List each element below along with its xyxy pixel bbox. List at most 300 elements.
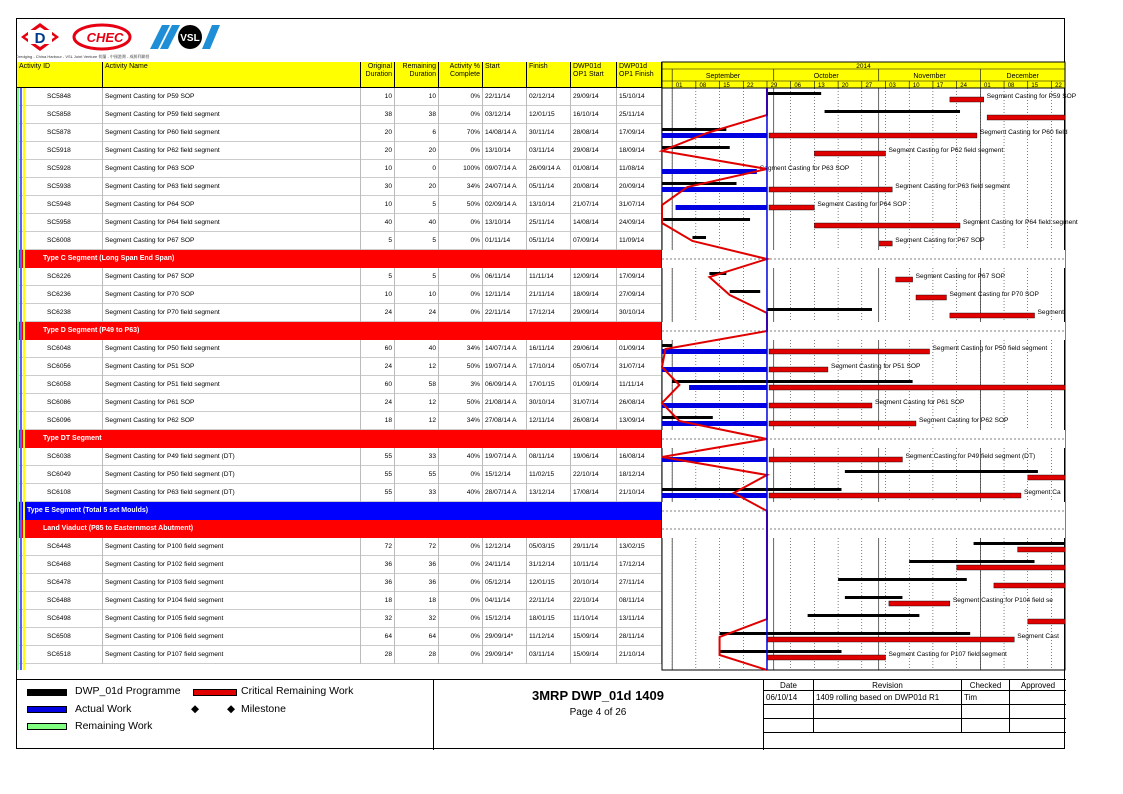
chec-logo: [72, 23, 142, 51]
bar-label: Segment Casting for P61 SOP: [874, 399, 965, 406]
timescale-month: September: [705, 73, 741, 80]
cell-percent-complete: 0%: [439, 304, 483, 322]
cell-percent-complete: 3%: [439, 376, 483, 394]
rev-header-revision: Revision: [814, 680, 962, 691]
table-row[interactable]: [17, 610, 662, 628]
cell-dwp-start: 22/10/14: [571, 592, 617, 610]
rev-empty: [764, 705, 814, 719]
critical-bar: [769, 205, 814, 210]
cell-original-duration: 64: [361, 628, 395, 646]
critical-bar: [769, 133, 977, 138]
critical-bar: [950, 313, 1035, 318]
cell-remaining-duration: 58: [395, 376, 439, 394]
timescale-week: 08: [699, 83, 707, 89]
cell-activity-name: Segment Casting for P67 SOP: [103, 232, 361, 250]
cell-remaining-duration: 36: [395, 574, 439, 592]
bar-label: Segment Casting for P70 SOP: [949, 291, 1039, 298]
cell-finish: 26/09/14 A: [527, 160, 571, 178]
bar-label: Segment Casting for P59 SOP: [986, 93, 1077, 100]
group-header-row: [17, 430, 662, 448]
programme-bar: [808, 614, 920, 617]
table-row[interactable]: [17, 574, 662, 592]
programme-bar: [662, 488, 841, 491]
cell-start: 12/12/14: [483, 538, 527, 556]
cell-activity-name: Segment Casting for P51 SOP: [103, 358, 361, 376]
cell-dwp-start: 05/07/14: [571, 358, 617, 376]
cell-dwp-start: 29/09/14: [571, 88, 617, 106]
cell-percent-complete: 0%: [439, 286, 483, 304]
programme-bar: [672, 380, 912, 383]
actual-bar: [662, 421, 767, 426]
cell-original-duration: 40: [361, 214, 395, 232]
actual-bar: [662, 133, 767, 138]
cell-original-duration: 20: [361, 124, 395, 142]
cell-percent-complete: 34%: [439, 178, 483, 196]
critical-bar: [769, 493, 1021, 498]
cell-dwp-start: 19/06/14: [571, 448, 617, 466]
cell-start: 12/11/14: [483, 286, 527, 304]
cell-activity-name: Segment Casting for P104 field segment: [103, 592, 361, 610]
timescale-week: 15: [1031, 83, 1039, 89]
cell-remaining-duration: 5: [395, 196, 439, 214]
cell-original-duration: 55: [361, 448, 395, 466]
cell-activity-id: SC6038: [25, 448, 103, 466]
gantt-chart: [662, 62, 1078, 670]
rev-approved: [1010, 691, 1066, 705]
cell-activity-id: SC5928: [25, 160, 103, 178]
cell-activity-id: SC6048: [25, 340, 103, 358]
bar-label: Segment Ca: [1023, 489, 1061, 496]
timescale-week: 17: [936, 83, 944, 89]
timescale-week: 20: [841, 83, 849, 89]
cell-original-duration: 24: [361, 304, 395, 322]
table-row[interactable]: [17, 358, 662, 376]
cell-original-duration: 10: [361, 286, 395, 304]
cell-activity-id: SC6488: [25, 592, 103, 610]
critical-bar: [957, 565, 1065, 570]
rev-description: 1409 rolling based on DWP01d R1: [814, 691, 962, 705]
cell-dwp-finish: 17/12/14: [617, 556, 662, 574]
cell-activity-id: SC5848: [25, 88, 103, 106]
programme-bar: [662, 218, 750, 221]
cell-dwp-finish: 30/10/14: [617, 304, 662, 322]
legend-actual-label: Actual Work: [75, 703, 132, 715]
cell-activity-name: Segment Casting for P64 SOP: [103, 196, 361, 214]
actual-bar: [662, 493, 767, 498]
cell-finish: 02/12/14: [527, 88, 571, 106]
cell-percent-complete: 0%: [439, 232, 483, 250]
progress-line: [662, 88, 767, 670]
cell-dwp-finish: 11/09/14: [617, 232, 662, 250]
cell-activity-name: Segment Casting for P70 SOP: [103, 286, 361, 304]
cell-activity-id: SC6468: [25, 556, 103, 574]
cell-activity-name: Segment Casting for P63 field segment (DT): [103, 484, 361, 502]
legend-remaining-swatch: [27, 723, 67, 730]
joint-venture-text: Dredging - China Harbour - VSL Joint Venture 荷蘭 - 中國港灣 - 威勝利聯營: [16, 54, 150, 59]
cell-start: 19/07/14 A: [483, 448, 527, 466]
cell-dwp-start: 16/10/14: [571, 106, 617, 124]
cell-activity-id: SC5878: [25, 124, 103, 142]
bar-label: Segment Casting for P67 SOP: [915, 273, 1006, 280]
header-activity-name: Activity Name: [103, 62, 361, 88]
table-row[interactable]: [17, 394, 662, 412]
cell-remaining-duration: 18: [395, 592, 439, 610]
rev-date: 06/10/14: [764, 691, 814, 705]
critical-bar: [987, 115, 1065, 120]
cell-activity-id: SC5918: [25, 142, 103, 160]
cell-activity-name: Segment Casting for P100 field segment: [103, 538, 361, 556]
cell-activity-name: Segment Casting for P64 field segment: [103, 214, 361, 232]
cell-finish: 11/02/15: [527, 466, 571, 484]
cell-dwp-start: 20/10/14: [571, 574, 617, 592]
cell-remaining-duration: 64: [395, 628, 439, 646]
table-row[interactable]: [17, 376, 662, 394]
rev-empty: [962, 705, 1010, 719]
cell-start: 24/07/14 A: [483, 178, 527, 196]
cell-activity-id: SC6238: [25, 304, 103, 322]
cell-activity-name: Segment Casting for P105 field segment: [103, 610, 361, 628]
cell-original-duration: 60: [361, 376, 395, 394]
critical-bar: [769, 349, 930, 354]
rev-empty: [1010, 719, 1066, 733]
group-title: Type E Segment (Total 5 set Moulds): [27, 507, 149, 514]
table-row[interactable]: [17, 646, 662, 664]
table-row[interactable]: [17, 232, 662, 250]
cell-activity-name: Segment Casting for P102 field segment: [103, 556, 361, 574]
band-blue: [20, 88, 22, 670]
cell-finish: 05/11/14: [527, 232, 571, 250]
cell-start: 22/11/14: [483, 88, 527, 106]
cell-activity-name: Segment Casting for P107 field segment: [103, 646, 361, 664]
cell-finish: 11/12/14: [527, 628, 571, 646]
cell-finish: 18/01/15: [527, 610, 571, 628]
cell-start: 14/08/14 A: [483, 124, 527, 142]
cell-dwp-start: 17/08/14: [571, 484, 617, 502]
cell-remaining-duration: 38: [395, 106, 439, 124]
programme-bar: [845, 470, 1038, 473]
cell-dwp-start: 29/11/14: [571, 538, 617, 556]
dredging-logo: [20, 22, 60, 52]
cell-activity-id: SC6058: [25, 376, 103, 394]
cell-dwp-start: 21/07/14: [571, 196, 617, 214]
timescale-week: 22: [746, 83, 754, 89]
actual-bar: [662, 367, 767, 372]
cell-start: 04/11/14: [483, 592, 527, 610]
cell-finish: 03/11/14: [527, 142, 571, 160]
cell-finish: 12/01/15: [527, 574, 571, 592]
programme-bar: [767, 308, 872, 311]
cell-original-duration: 18: [361, 412, 395, 430]
cell-start: 21/08/14 A: [483, 394, 527, 412]
cell-start: 27/08/14 A: [483, 412, 527, 430]
bar-label: Segment Casting for P49 field segment (DT): [905, 453, 1036, 460]
timescale-week: 01: [675, 83, 683, 89]
cell-activity-name: Segment Casting for P63 SOP: [103, 160, 361, 178]
cell-remaining-duration: 6: [395, 124, 439, 142]
table-row[interactable]: [17, 142, 662, 160]
cell-dwp-finish: 20/09/14: [617, 178, 662, 196]
cell-original-duration: 18: [361, 592, 395, 610]
rev-empty: [764, 719, 814, 733]
timescale-week: 08: [1007, 83, 1015, 89]
table-row[interactable]: [17, 286, 662, 304]
table-row[interactable]: [17, 484, 662, 502]
cell-start: 01/11/14: [483, 232, 527, 250]
rev-checked: Tim: [962, 691, 1010, 705]
legend-programme-swatch: [27, 689, 67, 696]
cell-original-duration: 20: [361, 142, 395, 160]
cell-remaining-duration: 28: [395, 646, 439, 664]
cell-percent-complete: 50%: [439, 358, 483, 376]
cell-remaining-duration: 12: [395, 358, 439, 376]
cell-original-duration: 28: [361, 646, 395, 664]
revision-block: [763, 679, 1066, 750]
cell-dwp-start: 29/09/14: [571, 304, 617, 322]
cell-original-duration: 10: [361, 196, 395, 214]
schedule-title: 3MRP DWP_01d 1409: [532, 688, 664, 703]
header-original-duration: Original Duration: [361, 62, 395, 88]
rev-empty: [814, 705, 962, 719]
cell-percent-complete: 100%: [439, 160, 483, 178]
cell-start: 28/07/14 A: [483, 484, 527, 502]
bar-label: Segment Casting for P63 SOP: [759, 165, 850, 172]
group-header-row: [17, 322, 662, 340]
cell-remaining-duration: 33: [395, 448, 439, 466]
cell-finish: 30/11/14: [527, 124, 571, 142]
rev-header-date: Date: [764, 680, 814, 691]
timescale-week: 13: [818, 83, 825, 89]
cell-start: 15/12/14: [483, 610, 527, 628]
cell-remaining-duration: 5: [395, 232, 439, 250]
programme-bar: [838, 578, 967, 581]
cell-percent-complete: 34%: [439, 340, 483, 358]
cell-dwp-finish: 31/07/14: [617, 358, 662, 376]
cell-original-duration: 5: [361, 268, 395, 286]
table-row[interactable]: [17, 196, 662, 214]
table-row[interactable]: [17, 412, 662, 430]
cell-percent-complete: 50%: [439, 394, 483, 412]
timescale-week: 15: [723, 83, 730, 89]
cell-activity-id: SC5948: [25, 196, 103, 214]
table-row[interactable]: [17, 124, 662, 142]
cell-dwp-start: 12/09/14: [571, 268, 617, 286]
timescale-week: 03: [889, 83, 896, 89]
cell-percent-complete: 50%: [439, 196, 483, 214]
cell-original-duration: 36: [361, 556, 395, 574]
table-row[interactable]: [17, 178, 662, 196]
bar-label: Segment Casting for P107 field segment: [888, 651, 1007, 658]
milestone-icon: ◆: [191, 703, 200, 715]
table-row[interactable]: [17, 466, 662, 484]
cell-original-duration: 10: [361, 88, 395, 106]
cell-remaining-duration: 20: [395, 178, 439, 196]
cell-activity-name: Segment Casting for P62 SOP: [103, 412, 361, 430]
cell-activity-name: Segment Casting for P50 field segment (DT): [103, 466, 361, 484]
table-row[interactable]: [17, 214, 662, 232]
cell-dwp-finish: 11/11/14: [617, 376, 662, 394]
programme-bar: [720, 632, 971, 635]
critical-bar: [769, 457, 902, 462]
bar-label: Segment Cast: [1017, 633, 1059, 640]
cell-activity-id: SC6226: [25, 268, 103, 286]
cell-dwp-start: 01/09/14: [571, 376, 617, 394]
cell-finish: 13/10/14: [527, 196, 571, 214]
cell-percent-complete: 0%: [439, 88, 483, 106]
cell-start: 05/12/14: [483, 574, 527, 592]
cell-original-duration: 38: [361, 106, 395, 124]
table-row[interactable]: [17, 106, 662, 124]
programme-bar: [662, 344, 672, 347]
cell-remaining-duration: 24: [395, 304, 439, 322]
cell-dwp-finish: 13/09/14: [617, 412, 662, 430]
bar-label: Segment: [1037, 309, 1064, 316]
cell-dwp-start: 14/08/14: [571, 214, 617, 232]
group-title: Type D Segment (P49 to P63): [43, 327, 140, 334]
band-green: [17, 88, 19, 670]
cell-finish: 13/12/14: [527, 484, 571, 502]
rev-empty: [1010, 705, 1066, 719]
cell-finish: 17/01/15: [527, 376, 571, 394]
cell-remaining-duration: 0: [395, 160, 439, 178]
cell-dwp-start: 22/10/14: [571, 466, 617, 484]
legend-remaining-label: Remaining Work: [75, 720, 153, 732]
header-dwp-start: DWP01d OP1 Start: [571, 62, 617, 88]
cell-activity-id: SC6498: [25, 610, 103, 628]
programme-bar: [720, 650, 842, 653]
activity-table: [17, 62, 662, 670]
cell-activity-name: Segment Casting for P50 field segment: [103, 340, 361, 358]
cell-dwp-finish: 25/11/14: [617, 106, 662, 124]
table-row[interactable]: [17, 304, 662, 322]
timescale-month: December: [1006, 73, 1039, 80]
cell-finish: 25/11/14: [527, 214, 571, 232]
cell-percent-complete: 40%: [439, 484, 483, 502]
cell-dwp-finish: 27/09/14: [617, 286, 662, 304]
timescale-year: 2014: [856, 63, 871, 70]
header-remaining-duration: Remaining Duration: [395, 62, 439, 88]
table-row[interactable]: [17, 628, 662, 646]
cell-start: 13/10/14: [483, 214, 527, 232]
table-row[interactable]: [17, 160, 662, 178]
table-row[interactable]: [17, 340, 662, 358]
cell-original-duration: 60: [361, 340, 395, 358]
cell-activity-id: SC6056: [25, 358, 103, 376]
cell-percent-complete: 0%: [439, 142, 483, 160]
gantt-svg: [662, 62, 1078, 670]
bar-label: Segment Casting for P50 field segment: [932, 345, 1048, 352]
header-dwp-finish: DWP01d OP1 Finish: [617, 62, 662, 88]
rev-empty: [814, 719, 962, 733]
cell-activity-name: Segment Casting for P49 field segment (DT): [103, 448, 361, 466]
cell-finish: 17/10/14: [527, 358, 571, 376]
timescale-week: 27: [865, 83, 873, 89]
cell-finish: 21/11/14: [527, 286, 571, 304]
cell-dwp-start: 20/08/14: [571, 178, 617, 196]
table-row[interactable]: [17, 556, 662, 574]
cell-original-duration: 24: [361, 358, 395, 376]
cell-dwp-start: 18/09/14: [571, 286, 617, 304]
cell-percent-complete: 0%: [439, 268, 483, 286]
svg-text:VSL: VSL: [180, 33, 200, 44]
cell-percent-complete: 0%: [439, 646, 483, 664]
table-row[interactable]: [17, 448, 662, 466]
cell-remaining-duration: 55: [395, 466, 439, 484]
bar-label: Segment Casting for P64 SOP: [817, 201, 907, 208]
cell-activity-name: Segment Casting for P106 field segment: [103, 628, 361, 646]
critical-bar: [1018, 547, 1065, 552]
programme-bar: [845, 596, 903, 599]
programme-bar: [767, 92, 821, 95]
cell-percent-complete: 0%: [439, 106, 483, 124]
cell-dwp-finish: 21/10/14: [617, 646, 662, 664]
cell-activity-id: SC6518: [25, 646, 103, 664]
cell-dwp-start: 07/09/14: [571, 232, 617, 250]
cell-dwp-start: 15/09/14: [571, 628, 617, 646]
critical-bar: [1028, 619, 1065, 624]
cell-activity-id: SC6508: [25, 628, 103, 646]
cell-dwp-start: 01/08/14: [571, 160, 617, 178]
cell-remaining-duration: 40: [395, 340, 439, 358]
cell-remaining-duration: 36: [395, 556, 439, 574]
programme-bar: [825, 110, 960, 113]
cell-start: 24/11/14: [483, 556, 527, 574]
group-title: Type DT Segment: [43, 435, 102, 442]
legend-critical-swatch: [193, 689, 237, 696]
bar-label: Segment Casting for P60 field: [979, 129, 1068, 136]
cell-remaining-duration: 33: [395, 484, 439, 502]
critical-bar: [889, 601, 950, 606]
cell-original-duration: 55: [361, 466, 395, 484]
table-row[interactable]: [17, 88, 662, 106]
cell-start: 29/09/14*: [483, 628, 527, 646]
cell-finish: 03/11/14: [527, 646, 571, 664]
cell-activity-id: SC6008: [25, 232, 103, 250]
cell-start: 14/07/14 A: [483, 340, 527, 358]
table-row[interactable]: [17, 538, 662, 556]
cell-percent-complete: 0%: [439, 538, 483, 556]
cell-dwp-start: 15/09/14: [571, 646, 617, 664]
cell-finish: 22/11/14: [527, 592, 571, 610]
critical-bar: [814, 151, 885, 156]
cell-finish: 16/11/14: [527, 340, 571, 358]
cell-remaining-duration: 20: [395, 142, 439, 160]
cell-activity-name: Segment Casting for P60 field segment: [103, 124, 361, 142]
critical-bar: [769, 421, 916, 426]
cell-activity-name: Segment Casting for P59 SOP: [103, 88, 361, 106]
bar-label: Segment Casting for P62 SOP: [918, 417, 1009, 424]
cell-start: 06/09/14 A: [483, 376, 527, 394]
legend-milestone-label: Milestone: [241, 703, 286, 715]
cell-remaining-duration: 40: [395, 214, 439, 232]
cell-original-duration: 10: [361, 160, 395, 178]
timescale-month: November: [913, 73, 946, 80]
rev-header-approved: Approved: [1010, 680, 1066, 691]
timescale-month: October: [813, 73, 839, 80]
legend-critical-label: Critical Remaining Work: [241, 685, 354, 697]
bar-label: Segment Casting for P63 field segment: [895, 183, 1011, 190]
page-number: Page 4 of 26: [569, 707, 627, 718]
programme-bar: [909, 560, 1034, 563]
actual-bar: [689, 385, 767, 390]
title-block: [433, 679, 763, 750]
bar-label: Segment Casting for P64 field segment: [963, 219, 1078, 226]
band-yellow: [23, 88, 25, 670]
table-row[interactable]: [17, 268, 662, 286]
table-row[interactable]: [17, 592, 662, 610]
svg-text:D: D: [34, 30, 46, 47]
cell-dwp-start: 28/08/14: [571, 124, 617, 142]
bar-label: Segment Casting for P67 SOP: [895, 237, 985, 244]
